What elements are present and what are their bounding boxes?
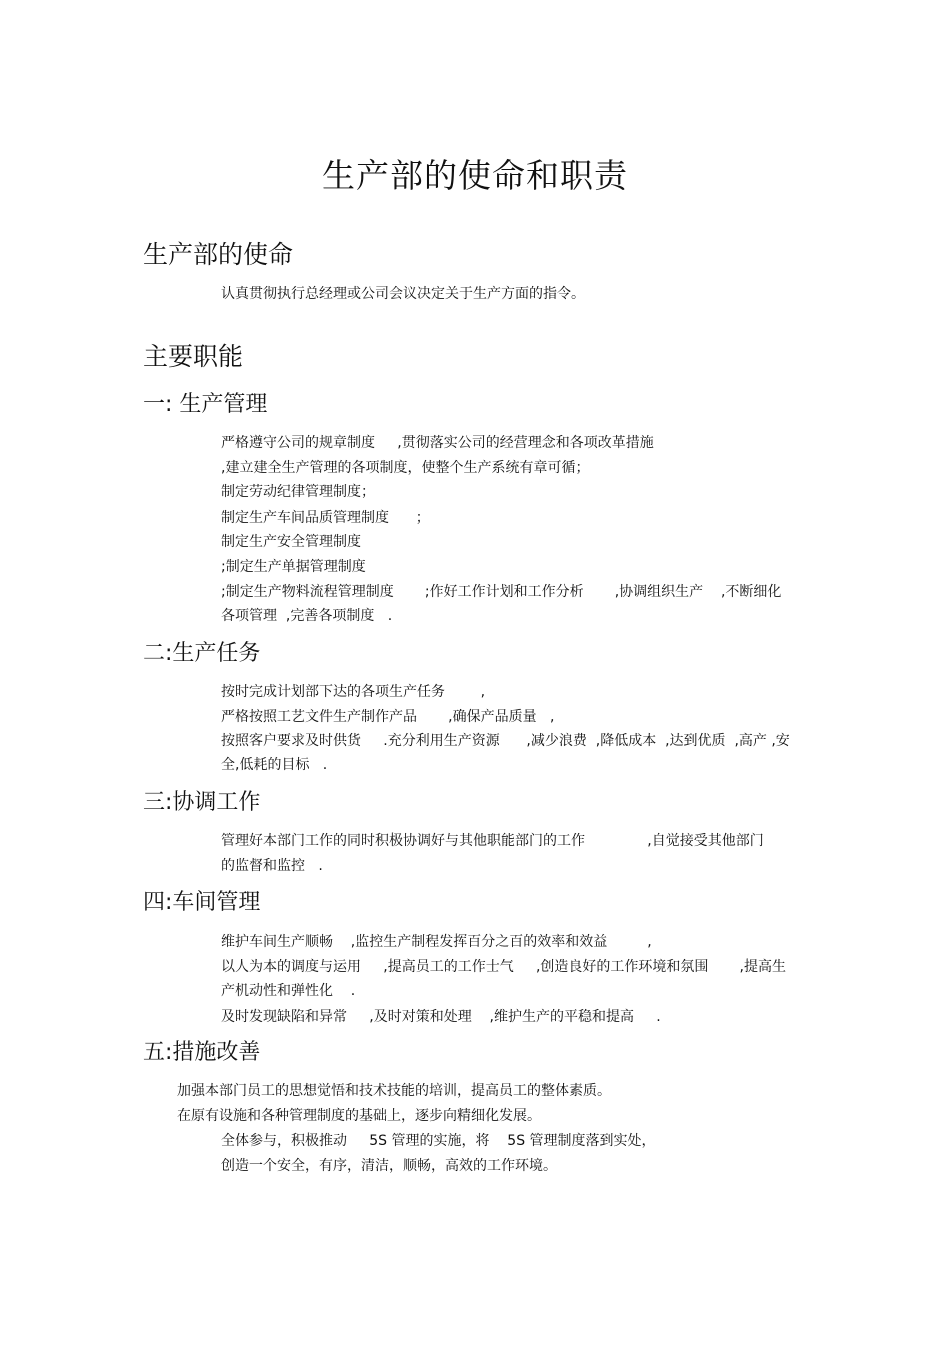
section-line: 以人为本的调度与运用 ,提高员工的工作士气 ,创造良好的工作环境和氛围 ,提高生 — [221, 959, 787, 975]
section-line: 全体参与，积极推动 5S 管理的实施，将 5S 管理制度落到实处， — [221, 1133, 656, 1149]
section-line: 加强本部门员工的思想觉悟和技术技能的培训，提高员工的整体素质。 — [177, 1083, 611, 1099]
section-line: 制定生产安全管理制度 — [221, 534, 361, 550]
section-heading-workshop-management: 四:车间管理 — [143, 890, 261, 915]
section-line: 创造一个安全，有序，清洁，顺畅，高效的工作环境。 — [221, 1158, 557, 1174]
section-line: 维护车间生产顺畅 ,监控生产制程发挥百分之百的效率和效益 , — [221, 934, 652, 950]
section-heading-improvement: 五:措施改善 — [143, 1040, 261, 1065]
functions-heading: 主要职能 — [143, 342, 244, 371]
mission-heading: 生产部的使命 — [143, 240, 294, 269]
section-line: 在原有设施和各种管理制度的基础上，逐步向精细化发展。 — [177, 1108, 541, 1124]
section-line: 及时发现缺陷和异常 ,及时对策和处理 ,维护生产的平稳和提高 . — [221, 1009, 661, 1025]
section-line: ;制定生产物料流程管理制度 ;作好工作计划和工作分析 ,协调组织生产 ,不断细化 — [221, 584, 782, 600]
section-line: ;制定生产单据管理制度 — [221, 559, 366, 575]
section-heading-production-management: 一: 生产管理 — [143, 392, 268, 417]
section-line: 各项管理 ,完善各项制度 . — [221, 608, 393, 624]
section-line: 全,低耗的目标 . — [221, 757, 328, 773]
section-line: 的监督和监控 . — [221, 858, 323, 874]
mission-text: 认真贯彻执行总经理或公司会议决定关于生产方面的指令。 — [221, 286, 585, 302]
section-line: 严格按照工艺文件生产制作产品 ,确保产品质量 , — [221, 709, 555, 725]
section-line: 管理好本部门工作的同时积极协调好与其他职能部门的工作 ,自觉接受其他部门 — [221, 833, 764, 849]
section-line: ,建立建全生产管理的各项制度，使整个生产系统有章可循； — [221, 460, 590, 476]
section-heading-production-tasks: 二:生产任务 — [143, 641, 261, 666]
section-line: 按照客户要求及时供货 .充分利用生产资源 ,减少浪费 ,降低成本 ,达到优质 ,高产 ,安 — [221, 733, 790, 749]
section-heading-coordination: 三:协调工作 — [143, 790, 261, 815]
section-line: 制定生产车间品质管理制度 ； — [221, 510, 430, 526]
section-line: 产机动性和弹性化 . — [221, 983, 356, 999]
page-title: 生产部的使命和职责 — [322, 156, 628, 195]
section-line: 制定劳动纪律管理制度； — [221, 484, 375, 500]
section-line: 严格遵守公司的规章制度 ,贯彻落实公司的经营理念和各项改革措施 — [221, 435, 654, 451]
section-line: 按时完成计划部下达的各项生产任务 , — [221, 684, 486, 700]
